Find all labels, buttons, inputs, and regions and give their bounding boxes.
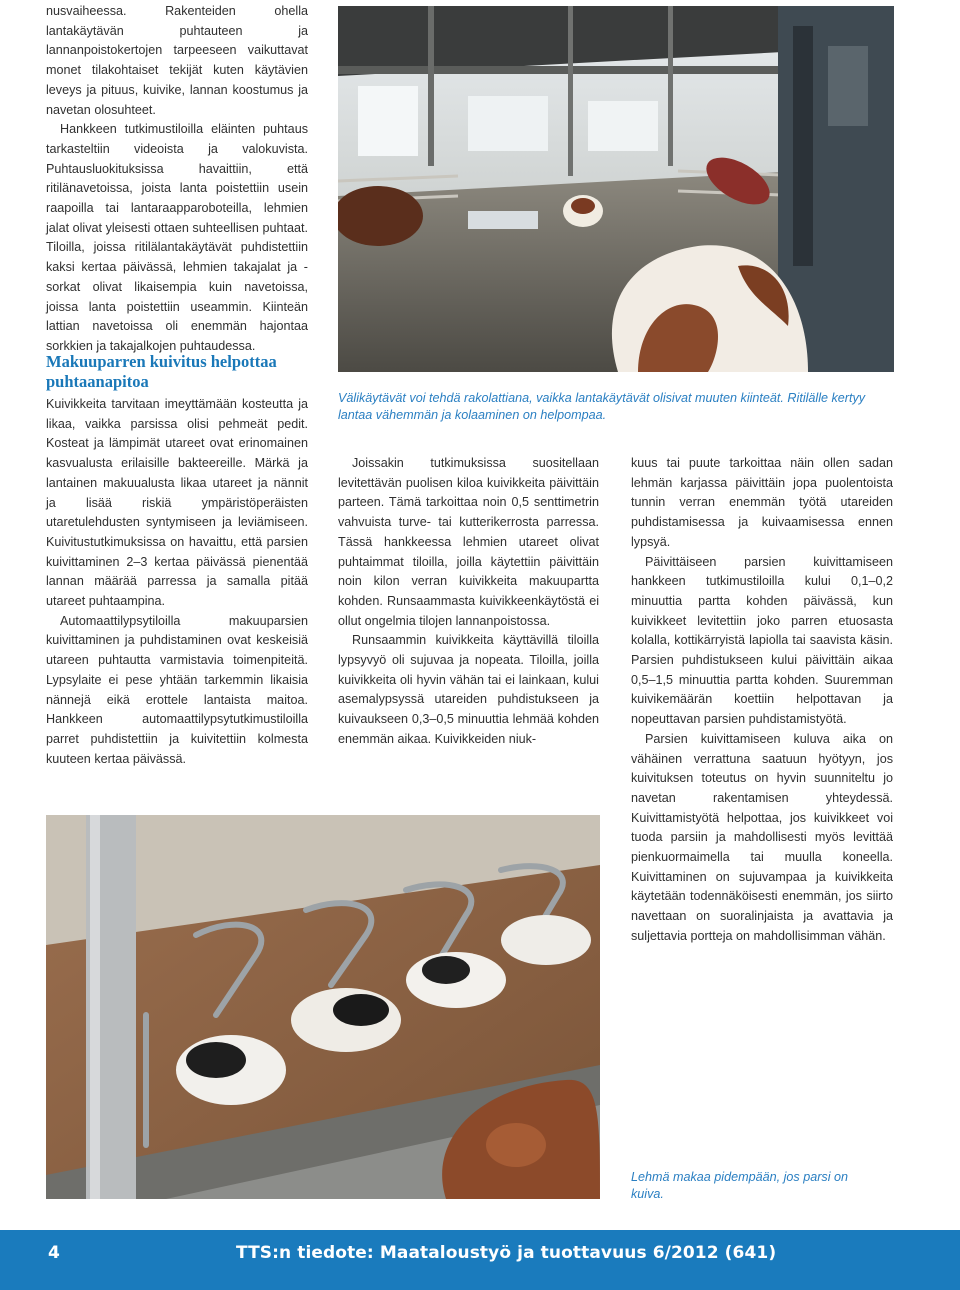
paragraph: Automaattilypsytiloilla makuuparsien kuivittaminen ja puhdistaminen ovat keskeisiä utareen puhtautta varmistavia toimenpiteitä. Lypsylaite ei pese yhtään tarkemmin likaisia nännejä eikä erottele lantaista maitoa. Hankkeen automaattilypsytutkimustiloilla parret puhdistettiin ja kuivitettiin kolmesta kuuteen kertaa päivässä. (46, 613, 308, 766)
paragraph: Kuivikkeita tarvitaan imeyttämään kosteutta ja likaa, vaikka parsissa olisi pehmeät pedit. Kosteat ja lämpimät utareet ovat erinomainen kasvualusta erilaisille bakteereille. Märkä ja lantainen makuualusta likaa utareet ja nännit ja lisää riskiä ympäristöperäisten utaretulehdusten syntymiseen ja leviämiseen. Kuivitustutkimuksissa on havaittu, että parsien kuivittaminen 2–3 kertaa päivässä pienentää lannan määrää parressa ja samalla pitää utareet puhtaampina. (46, 397, 308, 609)
left-column-bottom (46, 395, 308, 769)
middle-column (338, 454, 599, 750)
paragraph: Runsaammin kuivikkeita käyttävillä tiloilla lypsyvyö oli sujuvaa ja nopeata. Tiloilla, joilla kuivikkeita oli hyvin vähän tai ei lainkaan, kului asemalypsyssä utareiden puhdistukseen ja kuivaukseen 0,3–0,5 minuuttia lehmää kohden enemmän aikaa. Kuivikkeiden niuk- (338, 633, 599, 746)
left-column-top (46, 2, 308, 357)
right-column (631, 454, 893, 947)
photo-caption-top: Välikäytävät voi tehdä rakolattiana, vaikka lantakäytävät olisivat muuten kiinteät. Ritilälle kertyy lantaa vähemmän ja kolaaminen on helpompaa. (338, 391, 866, 422)
photo-caption-bottom: Lehmä makaa pidempään, jos parsi on kuiva. (631, 1170, 849, 1201)
paragraph: Päivittäiseen parsien kuivittamiseen hankkeen tutkimustiloilla kului 0,1–0,2 minuuttia partta kohden päivässä, kun kuivikkeet levitettiin joko parren etuosasta kolalla, kottikärryistä lapiolla tai saavista käsin. Parsien puhdistukseen kului päivittäin aikaa 0,5–1,5 minuuttia partta kohden. Suuremman kuivikemäärän koettiin helpottavan ja nopeuttavan parsien puhdistamistyötä. (631, 554, 893, 727)
section-heading: Makuuparren kuivitus helpottaa puhtaanapitoa (46, 352, 277, 391)
paragraph: nusvaiheessa. Rakenteiden ohella lantakäytävän puhtauteen ja lannanpoistokertojen tarpeeseen vaikuttavat monet tilakohtaiset tekijät kuten käytävien leveys ja pituus, kuivike, lannan koostumus ja navetan olosuhteet. (46, 4, 308, 117)
barn-alley-photo (338, 6, 894, 372)
paragraph: Hankkeen tutkimustiloilla eläinten puhtaus tarkasteltiin videoista ja valokuvista. Puhtausluokituksissa havaittiin, että ritilänavetoissa, joista lanta poistettiin usein raapoilla tai lantaraapparoboteilla, lehmien jalat olivat yleisesti ottaen suhteellisen puhtaat. Tiloilla, joissa ritilälantakäytävät puhdistettiin kaksi kertaa päivässä, lehmien takajalat ja -sorkat olivat likaisempia kuin navetoissa, joissa lanta poistettiin useammin. Kiinteän lattian navetoissa oli enemmän hajontaa sorkkien ja takajalkojen puhtaudessa. (46, 122, 308, 353)
cows-in-stalls-photo (46, 815, 600, 1199)
paragraph: Joissakin tutkimuksissa suositellaan levitettävän puolisen kiloa kuivikkeita päivittäin parteen. Tämä tarkoittaa noin 0,5 senttimetrin vahvuista turve- tai kutterikerrosta parressa. Tässä hankkeessa lehmien utareet olivat puhtaimmat tiloilla, joilla käytettiin päivittäin noin kilon verran kuivikkeita makuupartta kohden. Runsaammasta kuivikkeenkäytöstä ei ollut ongelmia tilojen lannanpoistossa. (338, 456, 599, 628)
footer-title: TTS:n tiedote: Maataloustyö ja tuottavuus 6/2012 (641) (236, 1243, 777, 1263)
paragraph: kuus tai puute tarkoittaa näin ollen sadan lehmän karjassa päivittäin jopa puolentoista tunnin verran enemmän työtä utareiden puhdistamisessa ja kuivaamisessa ennen lypsyä. (631, 456, 893, 549)
page-number: 4 (48, 1243, 60, 1263)
paragraph: Parsien kuivittamiseen kuluva aika on vähäinen verrattuna saatuun hyötyyn, jos kuivituksen toteutus on hyvin suunniteltu jo navetan rakentamisen yhteydessä. Kuivittamistyötä helpottaa, jos kuivikkeet voi tuoda parsiin ja mahdollisesti myös levittää pienkuormaimella tai muulla koneella. Kuivittaminen on sujuvampaa ja kuivikkeita käytetään todennäköisesti enemmän, jos siirto navettaan on suoralinjaista ja avattavia ja suljettavia portteja on mahdollisimman vähän. (631, 731, 893, 943)
